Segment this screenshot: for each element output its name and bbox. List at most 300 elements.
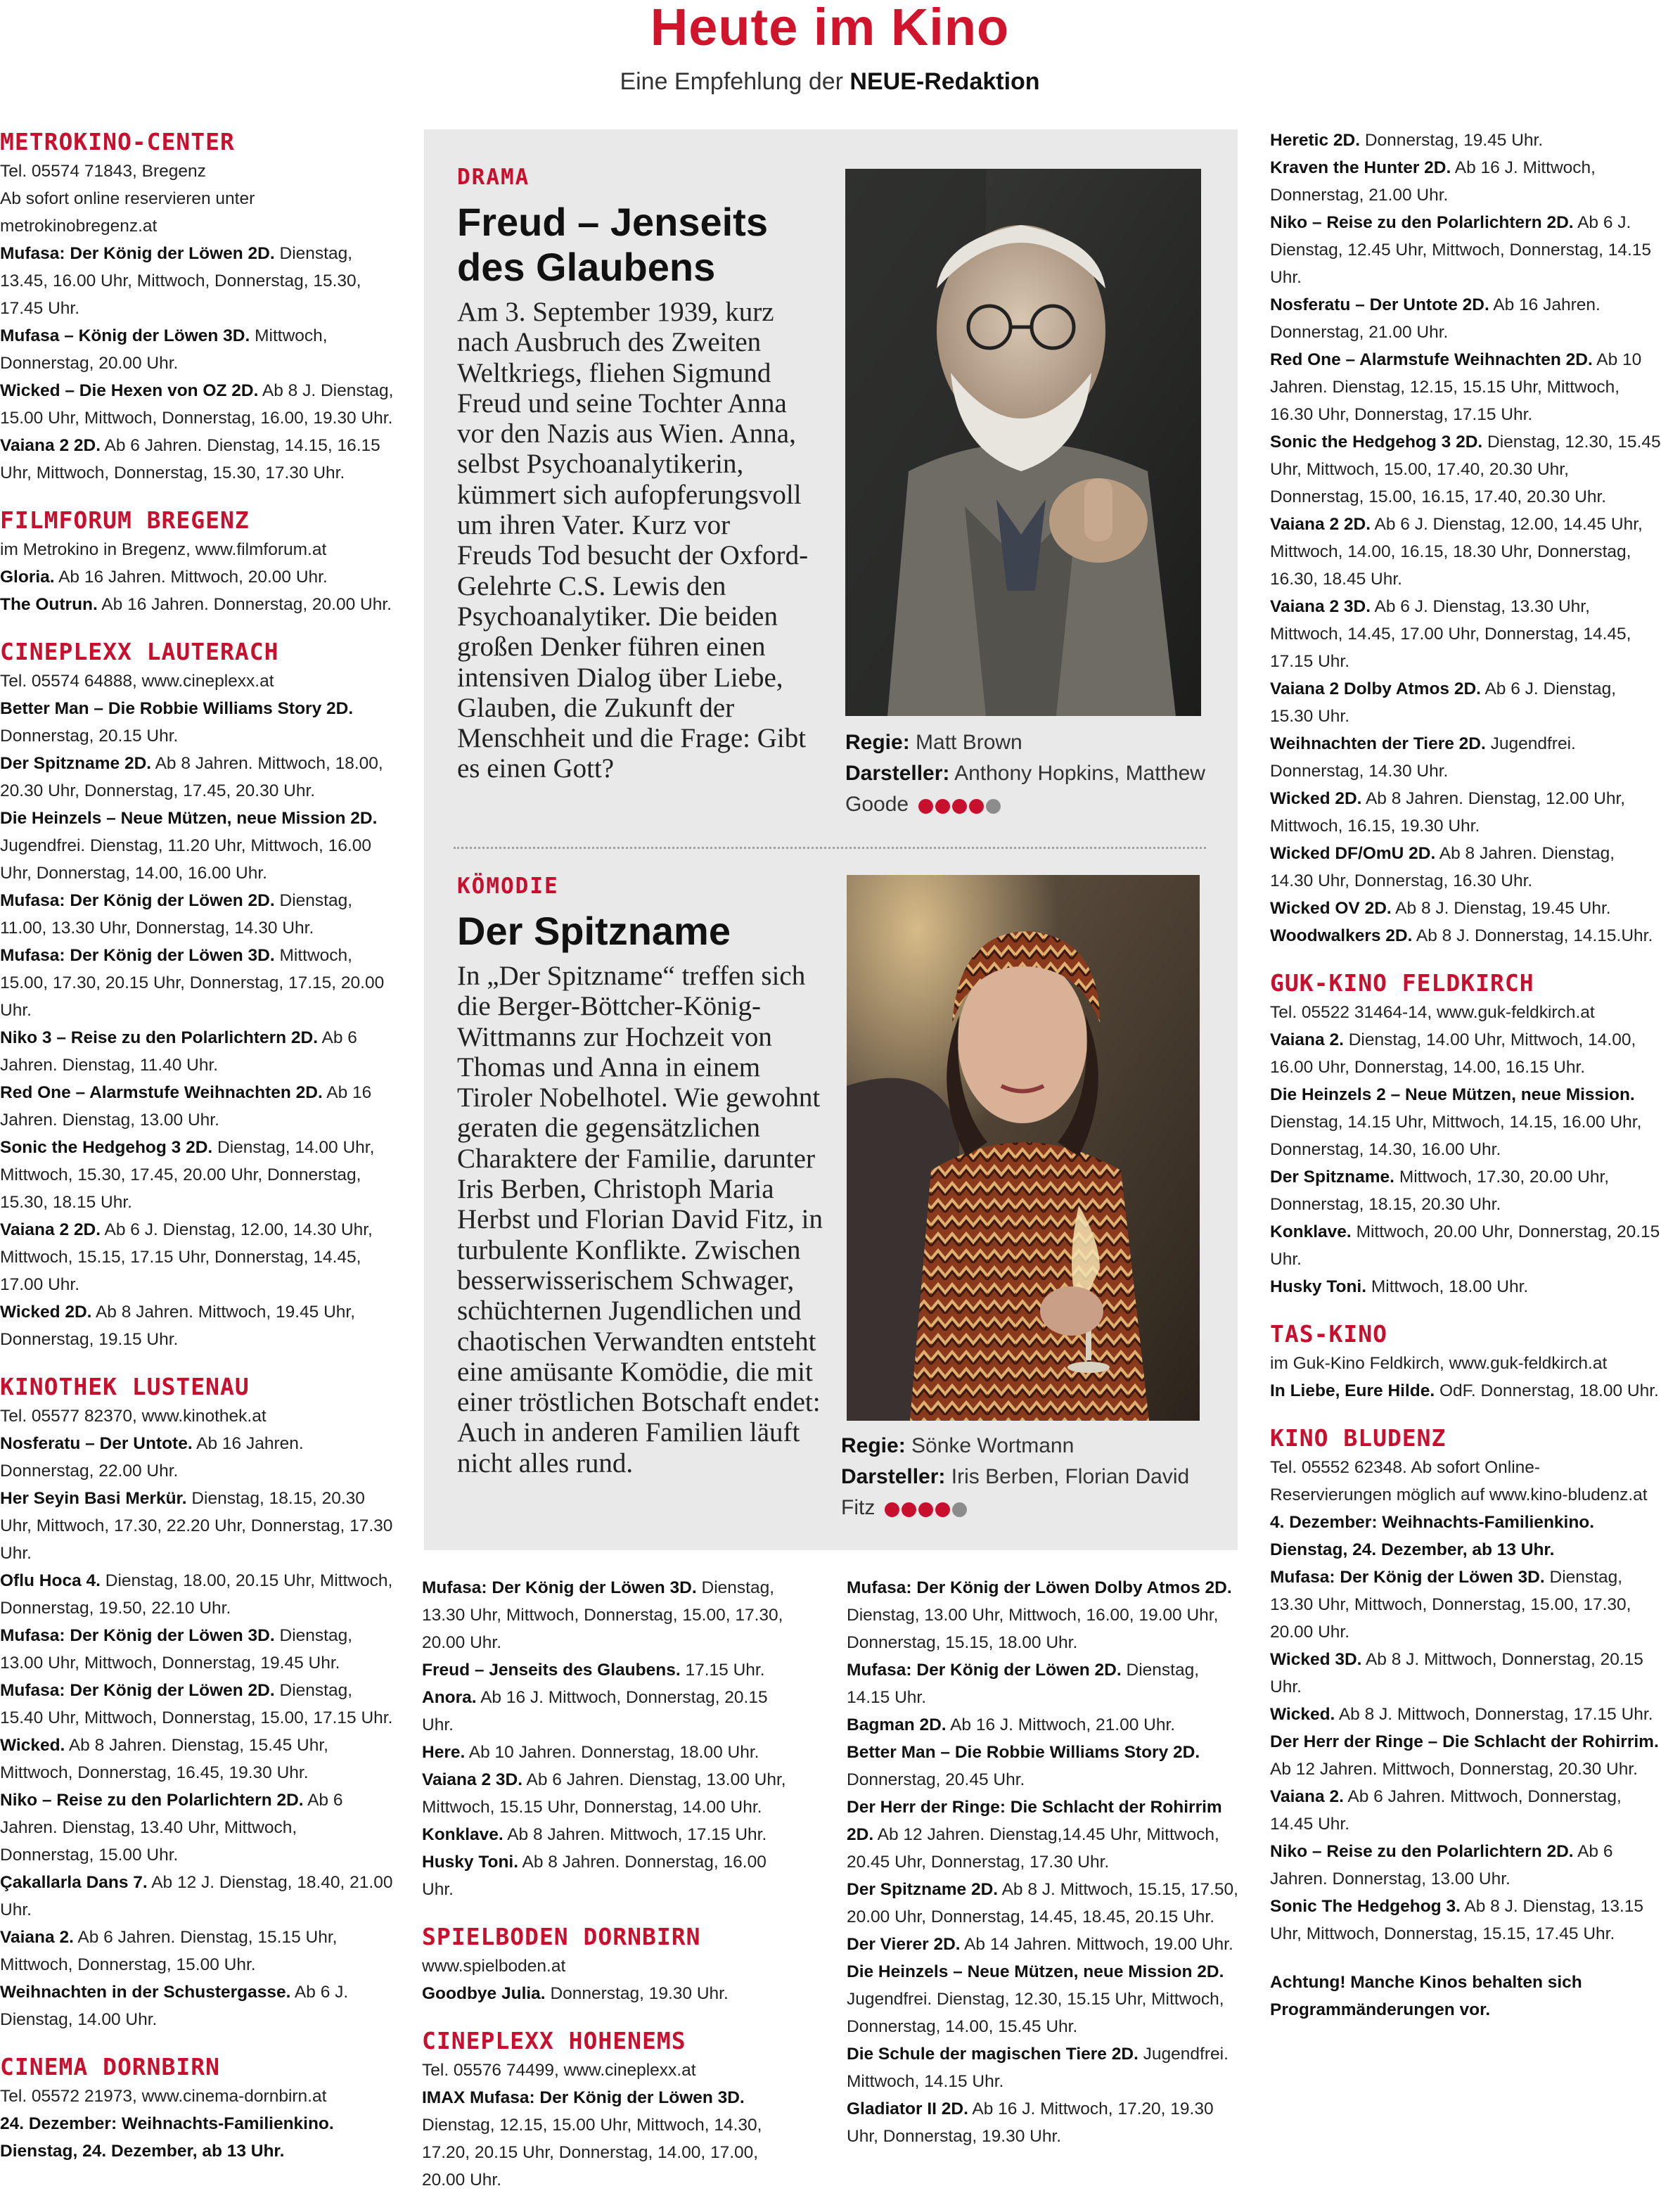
cinema-info: Tel. 05522 31464-14, www.guk-feldkirch.at (1270, 1003, 1595, 1022)
rating-dots (918, 790, 1003, 821)
movie-title: Der Herr der Ringe – Die Schlacht der Rohirrim. (1270, 1732, 1659, 1751)
movie-listing (1270, 1728, 1661, 1783)
movie-title: Mufasa: Der König der Löwen 3D. (0, 946, 275, 965)
movie-listing (1270, 1026, 1661, 1081)
movie-showtimes: Jugendfrei. Donnerstag, 14.30 Uhr. (1270, 734, 1576, 781)
movie-listing (847, 1876, 1240, 1931)
movie-showtimes: Dienstag, 14.15 Uhr. (847, 1661, 1200, 1707)
credits-regie (841, 1431, 1214, 1462)
movie-showtimes: Ab 10 Jahren. Dienstag, 12.15, 15.15 Uhr, Mittwoch, 16.30 Uhr, Donnerstag, 17.15 Uhr. (1270, 350, 1642, 424)
movie-title: Mufasa: Der König der Löwen 3D. (0, 1626, 275, 1645)
movie-title: Woodwalkers 2D. (1270, 926, 1413, 945)
movie-listing (1270, 127, 1661, 154)
movie-listing (0, 432, 394, 487)
movie-title: Çakallarla Dans 7. (0, 1873, 148, 1892)
movie-title: Wicked OV 2D. (1270, 899, 1392, 918)
movie-listing (0, 805, 394, 887)
page-title: Heute im Kino (650, 0, 1010, 56)
movie-showtimes: Ab 8 Jahren. Dienstag, 15.45 Uhr, Mittwoch, Donnerstag, 16.45, 19.30 Uhr. (0, 1736, 328, 1782)
subtitle-prefix: Eine Empfehlung der (620, 68, 850, 95)
movie-listing (1270, 1377, 1661, 1405)
movie-showtimes: Dienstag, 13.00 Uhr, Mittwoch, 16.00, 19.00 Uhr, Donnerstag, 15.15, 18.00 Uhr. (847, 1606, 1219, 1652)
movie-listing (1270, 922, 1661, 950)
program-change-notice: Achtung! Manche Kinos behalten sich Programmänderungen vor. (1270, 1973, 1582, 2019)
movie-listing (1270, 1564, 1661, 1646)
movie-showtimes: Ab 16 J. Mittwoch, 21.00 Uhr. (950, 1715, 1176, 1734)
movie-showtimes: Dienstag, 18.00, 20.15 Uhr, Mittwoch, Donnerstag, 19.50, 22.10 Uhr. (0, 1571, 393, 1618)
movie-showtimes: Ab 8 Jahren. Dienstag, 14.30 Uhr, Donnerstag, 16.30 Uhr. (1270, 844, 1615, 890)
movie-title: Mufasa – König der Löwen 3D. (0, 326, 250, 345)
rating-dots (885, 1493, 969, 1524)
movie-title: Der Vierer 2D. (847, 1935, 961, 1954)
cinema-name: KINO BLUDENZ (1270, 1424, 1447, 1452)
movie-listing (422, 1980, 802, 2007)
movie-listing (1270, 1838, 1661, 1893)
movie-title: Weihnachten in der Schustergasse. (0, 1983, 291, 2002)
movie-listing (0, 695, 394, 750)
movie-title: Gloria. (0, 568, 55, 587)
regie-label: Regie: (845, 731, 910, 754)
movie-listing (1270, 1273, 1661, 1300)
cinema-block (1270, 1423, 1661, 2024)
movie-listing (1270, 154, 1661, 209)
movie-showtimes: Ab 10 Jahren. Donnerstag, 18.00 Uhr. (468, 1743, 759, 1762)
movie-title: Oflu Hoca 4. (0, 1571, 101, 1590)
movie-showtimes: Donnerstag, 19.45 Uhr. (1364, 131, 1544, 150)
cinema-info: www.spielboden.at (422, 1957, 566, 1976)
rating-dot-filled (902, 1502, 916, 1517)
movie-showtimes: Ab 6 J. Dienstag, 12.00, 14.30 Uhr, Mittwoch, 15.15, 17.15 Uhr, Donnerstag, 14.45, 17.00 Uhr. (0, 1220, 373, 1294)
feature-photo-spitzname (847, 875, 1200, 1421)
listing-column-middle-2 (847, 1574, 1240, 2168)
cinema-block (0, 2052, 394, 2165)
movie-listing (0, 1924, 394, 1978)
regie-label: Regie: (841, 1434, 906, 1457)
movie-listing (1270, 593, 1661, 675)
movie-showtimes: Ab 6 J. Dienstag, 12.45 Uhr, Mittwoch, Donnerstag, 14.15 Uhr. (1270, 213, 1652, 287)
movie-showtimes: Dienstag, 15.40 Uhr, Mittwoch, Donnerstag, 15.00, 17.15 Uhr. (0, 1681, 393, 1727)
movie-title: IMAX Mufasa: Der König der Löwen 3D. (422, 2088, 745, 2107)
movie-showtimes: Mittwoch, 20.00 Uhr, Donnerstag, 20.15 Uhr. (1270, 1222, 1660, 1269)
movie-showtimes: Ab 6 Jahren. Dienstag, 14.15, 16.15 Uhr, Mittwoch, Donnerstag, 15.30, 17.30 Uhr. (0, 436, 380, 482)
movie-listing (1270, 785, 1661, 840)
movie-title: Wicked 2D. (0, 1303, 92, 1322)
movie-title: Nosferatu – Der Untote. (0, 1434, 193, 1453)
movie-title: Vaiana 2 2D. (0, 1220, 101, 1239)
movie-title: Niko – Reise zu den Polarlichtern 2D. (0, 1791, 304, 1810)
movie-title: Wicked. (0, 1736, 65, 1755)
movie-title: Mufasa: Der König der Löwen 3D. (422, 1578, 697, 1597)
movie-listing (0, 1978, 394, 2033)
movie-listing (0, 750, 394, 805)
movie-listing (847, 1739, 1240, 1794)
credits-regie (845, 727, 1211, 758)
movie-listing (1270, 291, 1661, 346)
rating-dot-filled (918, 1502, 933, 1517)
movie-title: Vaiana 2. (1270, 1030, 1344, 1049)
subtitle-brand: NEUE-Redaktion (849, 68, 1040, 95)
movie-title: Wicked 3D. (1270, 1650, 1362, 1669)
movie-listing (1270, 730, 1661, 785)
movie-showtimes: Ab 6 Jahren. Mittwoch, Donnerstag, 14.45 Uhr. (1270, 1787, 1622, 1834)
feature-credits-drama (845, 727, 1211, 821)
credits-darsteller (841, 1462, 1214, 1524)
cinema-name: TAS-KINO (1270, 1320, 1387, 1348)
movie-showtimes: Ab 8 J. Mittwoch, Donnerstag, 17.15 Uhr. (1338, 1705, 1653, 1724)
listing-column-left (0, 127, 394, 2183)
rating-dot-filled (935, 1502, 950, 1517)
rating-dot-filled (918, 799, 933, 814)
cinema-name: CINEMA DORNBIRN (0, 2053, 221, 2080)
movie-showtimes: Ab 6 Jahren. Donnerstag, 13.00 Uhr. (1270, 1842, 1613, 1888)
movie-listing (0, 1677, 394, 1732)
feature-genre: KÖMODIE (457, 874, 559, 899)
movie-title: Der Spitzname. (1270, 1168, 1394, 1187)
cinema-block (422, 1922, 802, 2007)
movie-title: Vaiana 2. (0, 1928, 74, 1947)
movie-showtimes: Dienstag, 18.15, 20.30 Uhr, Mittwoch, 17.30, 22.20 Uhr, Donnerstag, 17.30 Uhr. (0, 1489, 393, 1563)
movie-listing (1270, 895, 1661, 922)
cinema-name: CINEPLEXX HOHENEMS (422, 2027, 686, 2054)
cinema-name: KINOTHEK LUSTENAU (0, 1373, 250, 1400)
movie-showtimes: Ab 6 J. Dienstag, 12.00, 14.45 Uhr, Mittwoch, 14.00, 16.15, 18.30 Uhr, Donnerstag, 16.30, 18.45 Uhr. (1270, 515, 1643, 589)
cinema-block (1270, 1319, 1661, 1405)
movie-listing (422, 1821, 802, 1848)
movie-listing (847, 2095, 1240, 2150)
movie-title: Der Herr der Ringe: Die Schlacht der Rohirrim 2D. (847, 1798, 1222, 1844)
cinema-name: GUK-KINO FELDKIRCH (1270, 969, 1534, 997)
darsteller-value: Anthony Hopkins, Matthew Goode (845, 762, 1205, 816)
movie-title: Anora. (422, 1688, 477, 1707)
movie-showtimes: Ab 16 Jahren. Donnerstag, 21.00 Uhr. (1270, 295, 1601, 342)
movie-listing (1270, 1783, 1661, 1838)
movie-listing (0, 1622, 394, 1677)
movie-title: Here. (422, 1743, 466, 1762)
movie-title: Vaiana 2 Dolby Atmos 2D. (1270, 679, 1481, 698)
movie-showtimes: Jugendfrei. Dienstag, 11.20 Uhr, Mittwoch, 16.00 Uhr, Donnerstag, 14.00, 16.00 Uhr. (0, 836, 371, 883)
movie-title: Heretic 2D. (1270, 131, 1361, 150)
regie-value: Sönke Wortmann (911, 1434, 1075, 1457)
movie-showtimes: Ab 8 Jahren. Donnerstag, 16.00 Uhr. (422, 1853, 767, 1899)
movie-showtimes: Dienstag, 14.15 Uhr, Mittwoch, 14.15, 16.00 Uhr, Donnerstag, 14.30, 16.00 Uhr. (1270, 1113, 1642, 1159)
movie-title: Red One – Alarmstufe Weihnachten 2D. (0, 1083, 323, 1102)
cinema-block (0, 505, 394, 618)
movie-showtimes: Ab 6 Jahren. Dienstag, 13.00 Uhr, Mittwoch, 15.15 Uhr, Donnerstag, 14.00 Uhr. (422, 1770, 786, 1817)
movie-showtimes: Donnerstag, 19.30 Uhr. (550, 1984, 729, 2003)
movie-title: Sonic the Hedgehog 3 2D. (0, 1138, 213, 1157)
movie-title: Niko 3 – Reise zu den Polarlichtern 2D. (0, 1028, 319, 1047)
darsteller-label: Darsteller: (845, 762, 950, 785)
movie-showtimes: Jugendfrei. Dienstag, 12.30, 15.15 Uhr, Mittwoch, Donnerstag, 14.00, 15.45 Uhr. (847, 1990, 1224, 2036)
movie-title: Mufasa: Der König der Löwen Dolby Atmos 2D. (847, 1578, 1232, 1597)
movie-showtimes: Dienstag, 14.00 Uhr, Mittwoch, 14.00, 16.00 Uhr, Donnerstag, 14.00, 16.15 Uhr. (1270, 1030, 1636, 1077)
movie-listing (0, 887, 394, 942)
movie-title: Mufasa: Der König der Löwen 2D. (0, 891, 275, 910)
movie-title: Sonic the Hedgehog 3 2D. (1270, 433, 1483, 452)
movie-title: Vaiana 2 3D. (1270, 597, 1371, 616)
movie-listing (0, 1216, 394, 1298)
movie-listing (1270, 1163, 1661, 1218)
movie-listing (847, 1656, 1240, 1711)
movie-listing (422, 1684, 802, 1739)
rating-dot-filled (885, 1502, 899, 1517)
movie-showtimes: Donnerstag, 20.45 Uhr. (847, 1770, 1025, 1789)
movie-listing (1270, 1218, 1661, 1273)
movie-title: Niko – Reise zu den Polarlichtern 2D. (1270, 1842, 1574, 1861)
movie-showtimes: Ab 6 J. Dienstag, 15.30 Uhr. (1270, 679, 1617, 726)
movie-listing (0, 240, 394, 322)
movie-listing (0, 1485, 394, 1567)
cinema-name: SPIELBODEN DORNBIRN (422, 1923, 701, 1950)
feature-credits-comedy (841, 1431, 1214, 1524)
movie-title: Wicked DF/OmU 2D. (1270, 844, 1436, 863)
feature-photo-freud (845, 169, 1201, 716)
movie-listing (1270, 1893, 1661, 1948)
movie-title: Konklave. (1270, 1222, 1352, 1241)
movie-listing (1270, 675, 1661, 730)
rating-dot-filled (952, 799, 967, 814)
movie-listing (1270, 511, 1661, 593)
darsteller-value: Iris Berben, Florian David Fitz (841, 1465, 1190, 1519)
feature-text: Am 3. September 1939, kurz nach Ausbruch des Zweiten Weltkriegs, fliehen Sigmund Freud und seine Tochter Anna vor den Nazis aus Wien. Anna, selbst Psychoanalytikerin, kümmert sich aufopferungsvoll um ihren Vater. Kurz vor Freuds Tod besucht der Oxford-Gelehrte C.S. Lewis den Psychoanalytiker. Die beiden großen Denker führen einen intensiven Dialog über Liebe, Glauben, die Zukunft der Menschheit und die Frage: Gibt es einen Gott? (457, 297, 809, 784)
movie-listing (422, 1848, 802, 1903)
feature-comedy (457, 872, 823, 1478)
movie-title: Bagman 2D. (847, 1715, 947, 1734)
movie-listing (422, 1766, 802, 1821)
movie-showtimes: Ab 6 J. Dienstag, 14.00 Uhr. (0, 1983, 349, 2029)
movie-showtimes: Ab 16 Jahren. Donnerstag, 22.00 Uhr. (0, 1434, 304, 1481)
cinema-block (0, 637, 394, 1353)
photo-spitzname-illustration (847, 875, 1200, 1421)
movie-title: Wicked 2D. (1270, 789, 1362, 808)
cinema-name: METROKINO-CENTER (0, 128, 235, 155)
cinema-block (1270, 127, 1661, 950)
movie-listing (1270, 840, 1661, 895)
movie-showtimes: Ab 8 J. Donnerstag, 14.15.Uhr. (1416, 926, 1653, 945)
cinema-info: Tel. 05574 71843, Bregenz (0, 162, 206, 181)
movie-showtimes: Ab 16 Jahren. Donnerstag, 20.00 Uhr. (101, 595, 392, 614)
cinema-name: FILMFORUM BREGENZ (0, 506, 250, 534)
darsteller-label: Darsteller: (841, 1465, 946, 1488)
movie-listing (847, 1794, 1240, 1876)
photo-freud-illustration (845, 169, 1201, 716)
movie-showtimes: 17.15 Uhr. (685, 1661, 765, 1680)
movie-listing (0, 1024, 394, 1079)
movie-showtimes: Ab 16 Jahren. Mittwoch, 20.00 Uhr. (58, 568, 328, 587)
movie-showtimes: Mittwoch, Donnerstag, 20.00 Uhr. (0, 326, 328, 373)
regie-value: Matt Brown (916, 731, 1022, 754)
movie-showtimes: Ab 12 Jahren. Mittwoch, Donnerstag, 20.30 Uhr. (1270, 1760, 1638, 1779)
cinema-info: Ab sofort online reservieren unter metrokinobregenz.at (0, 189, 255, 236)
movie-showtimes: Dienstag, 13.45, 16.00 Uhr, Mittwoch, Donnerstag, 15.30, 17.45 Uhr. (0, 244, 361, 318)
movie-listing (1270, 428, 1661, 511)
movie-showtimes: Ab 6 J. Dienstag, 13.30 Uhr, Mittwoch, 14.45, 17.00 Uhr, Donnerstag, 14.45, 17.15 Uhr. (1270, 597, 1631, 671)
movie-title: Der Spitzname 2D. (847, 1880, 999, 1899)
cinema-notice: 4. Dezember: Weihnachts-Familienkino. Dienstag, 24. Dezember, ab 13 Uhr. (1270, 1513, 1595, 1559)
movie-listing (0, 1567, 394, 1622)
movie-showtimes: Dienstag, 13.30 Uhr, Mittwoch, Donnerstag, 15.00, 17.30, 20.00 Uhr. (1270, 1568, 1631, 1642)
movie-showtimes: Ab 8 J. Dienstag, 13.15 Uhr, Mittwoch, Donnerstag, 15.15, 17.45 Uhr. (1270, 1897, 1644, 1943)
movie-listing (847, 1958, 1240, 2040)
movie-showtimes: Ab 6 Jahren. Dienstag, 13.40 Uhr, Mittwoch, Donnerstag, 15.00 Uhr. (0, 1791, 343, 1865)
movie-title: Der Spitzname 2D. (0, 754, 152, 773)
movie-showtimes: Ab 8 J. Dienstag, 15.00 Uhr, Mittwoch, Donnerstag, 16.00, 19.30 Uhr. (0, 381, 394, 428)
movie-listing (0, 563, 394, 591)
movie-listing (0, 1430, 394, 1485)
movie-listing (1270, 1646, 1661, 1701)
movie-showtimes: Donnerstag, 20.15 Uhr. (0, 727, 179, 746)
movie-listing (847, 2040, 1240, 2095)
feature-title: Freud – Jenseits des Glaubens (457, 200, 768, 289)
movie-showtimes: Ab 8 J. Mittwoch, 15.15, 17.50, 20.00 Uhr, Donnerstag, 14.45, 18.45, 20.15 Uhr. (847, 1880, 1238, 1926)
movie-title: Freud – Jenseits des Glaubens. (422, 1661, 681, 1680)
movie-title: Red One – Alarmstufe Weihnachten 2D. (1270, 350, 1593, 369)
movie-title: Her Seyin Basi Merkür. (0, 1489, 187, 1508)
feature-genre: DRAMA (457, 165, 530, 190)
movie-showtimes: Ab 8 Jahren. Mittwoch, 17.15 Uhr. (507, 1825, 767, 1844)
movie-showtimes: Ab 16 J. Mittwoch, Donnerstag, 21.00 Uhr. (1270, 158, 1596, 205)
feature-text: In „Der Spitzname“ treffen sich die Berger-Böttcher-König-Wittmanns zur Hochzeit von Thomas und Anna in einem Tiroler Nobelhotel. Wie gewohnt geraten die gegensätzlichen Charaktere der Familie, darunter Iris Berben, Christoph Maria Herbst und Florian David Fitz, in turbulente Konflikte. Zwischen besserwisserischem Schwager, schüchternen Jugendlichen und chaotischen Verwandten entsteht eine amüsante Komödie, die mit einer tröstlichen Botschaft endet: Auch in anderen Familien läuft nicht alles rund. (457, 961, 823, 1478)
movie-title: Better Man – Die Robbie Williams Story 2D. (847, 1743, 1200, 1762)
movie-showtimes: Dienstag, 13.30 Uhr, Mittwoch, Donnerstag, 15.00, 17.30, 20.00 Uhr. (422, 1578, 783, 1652)
page-subtitle (0, 68, 1660, 96)
movie-showtimes: Mittwoch, 17.30, 20.00 Uhr, Donnerstag, 18.15, 20.30 Uhr. (1270, 1168, 1610, 1214)
listing-column-right (1270, 127, 1661, 2042)
movie-title: Nosferatu – Der Untote 2D. (1270, 295, 1489, 314)
movie-showtimes: Jugendfrei. Mittwoch, 14.15 Uhr. (847, 2045, 1229, 2091)
movie-showtimes: Ab 6 Jahren. Dienstag, 15.15 Uhr, Mittwoch, Donnerstag, 15.00 Uhr. (0, 1928, 338, 1974)
cinema-block (847, 1574, 1240, 2150)
movie-listing (847, 1711, 1240, 1739)
movie-showtimes: Ab 16 J. Mittwoch, 17.20, 19.30 Uhr, Donnerstag, 19.30 Uhr. (847, 2099, 1214, 2146)
movie-title: Wicked. (1270, 1705, 1335, 1724)
movie-showtimes: Ab 8 Jahren. Mittwoch, 19.45 Uhr, Donnerstag, 19.15 Uhr. (0, 1303, 356, 1349)
cinema-block (422, 2026, 802, 2194)
movie-listing (0, 591, 394, 618)
cinema-info: Tel. 05552 62348. Ab sofort Online-Reservierungen möglich auf www.kino-bludenz.at (1270, 1458, 1648, 1504)
movie-title: Goodbye Julia. (422, 1984, 546, 2003)
movie-listing (0, 1786, 394, 1869)
movie-title: Wicked – Die Hexen von OZ 2D. (0, 381, 259, 400)
movie-showtimes: Ab 6 Jahren. Dienstag, 11.40 Uhr. (0, 1028, 357, 1075)
movie-listing (422, 2084, 802, 2194)
movie-title: Weihnachten der Tiere 2D. (1270, 734, 1486, 753)
movie-showtimes: Dienstag, 14.00 Uhr, Mittwoch, 15.30, 17.45, 20.00 Uhr, Donnerstag, 15.30, 18.15 Uhr. (0, 1138, 375, 1212)
movie-showtimes: OdF. Donnerstag, 18.00 Uhr. (1439, 1381, 1659, 1400)
movie-title: Sonic The Hedgehog 3. (1270, 1897, 1461, 1916)
movie-listing (0, 1869, 394, 1924)
movie-listing (1270, 346, 1661, 428)
movie-title: Niko – Reise zu den Polarlichtern 2D. (1270, 213, 1574, 232)
movie-listing (422, 1656, 802, 1684)
movie-showtimes: Dienstag, 12.30, 15.45 Uhr, Mittwoch, 15.00, 17.40, 20.30 Uhr, Donnerstag, 15.00, 16.15, 17.40, 20.30 Uhr. (1270, 433, 1661, 506)
movie-title: Die Heinzels – Neue Mützen, neue Mission 2D. (0, 809, 378, 828)
movie-title: Vaiana 2 2D. (0, 436, 101, 455)
movie-listing (1270, 209, 1661, 291)
movie-title: Better Man – Die Robbie Williams Story 2D. (0, 699, 354, 718)
movie-listing (1270, 1081, 1661, 1163)
cinema-name: CINEPLEXX LAUTERACH (0, 638, 279, 665)
movie-showtimes: Dienstag, 13.00 Uhr, Mittwoch, Donnerstag, 19.45 Uhr. (0, 1626, 353, 1673)
movie-listing (0, 322, 394, 377)
movie-title: Kraven the Hunter 2D. (1270, 158, 1451, 177)
cinema-info: Tel. 05572 21973, www.cinema-dornbirn.at (0, 2087, 327, 2106)
movie-showtimes: Ab 8 J. Dienstag, 19.45 Uhr. (1395, 899, 1611, 918)
rating-dot-filled (935, 799, 950, 814)
movie-showtimes: Ab 14 Jahren. Mittwoch, 19.00 Uhr. (964, 1935, 1233, 1954)
movie-showtimes: Ab 12 J. Dienstag, 18.40, 21.00 Uhr. (0, 1873, 393, 1919)
movie-showtimes: Ab 12 Jahren. Dienstag,14.45 Uhr, Mittwoch, 20.45 Uhr, Donnerstag, 17.30 Uhr. (847, 1825, 1219, 1872)
movie-title: The Outrun. (0, 595, 98, 614)
movie-listing (0, 377, 394, 432)
movie-listing (0, 1298, 394, 1353)
movie-showtimes: Ab 16 Jahren. Dienstag, 13.00 Uhr. (0, 1083, 372, 1130)
rating-dot-filled (969, 799, 984, 814)
movie-title: Die Schule der magischen Tiere 2D. (847, 2045, 1139, 2064)
movie-listing (422, 1574, 802, 1656)
movie-listing (1270, 1701, 1661, 1728)
cinema-block (0, 127, 394, 487)
cinema-info: Tel. 05577 82370, www.kinothek.at (0, 1407, 267, 1426)
movie-title: Vaiana 2 2D. (1270, 515, 1371, 534)
cinema-notice: 24. Dezember: Weihnachts-Familienkino. Dienstag, 24. Dezember, ab 13 Uhr. (0, 2114, 334, 2161)
movie-listing (0, 1134, 394, 1216)
movie-listing (0, 1079, 394, 1134)
movie-title: Vaiana 2 3D. (422, 1770, 523, 1789)
movie-listing (847, 1931, 1240, 1958)
movie-listing (0, 942, 394, 1024)
movie-title: Die Heinzels 2 – Neue Mützen, neue Mission. (1270, 1085, 1635, 1104)
movie-title: Die Heinzels – Neue Mützen, neue Mission 2D. (847, 1962, 1224, 1981)
rating-dot-empty (952, 1502, 967, 1517)
credits-darsteller (845, 758, 1211, 821)
cinema-block (422, 1574, 802, 1903)
movie-title: In Liebe, Eure Hilde. (1270, 1381, 1435, 1400)
movie-title: Vaiana 2. (1270, 1787, 1344, 1806)
cinema-block (1270, 968, 1661, 1300)
feature-divider (454, 847, 1206, 849)
movie-title: Husky Toni. (1270, 1277, 1367, 1296)
movie-showtimes: Ab 8 Jahren. Mittwoch, 18.00, 20.30 Uhr, Donnerstag, 17.45, 20.30 Uhr. (0, 754, 383, 800)
movie-listing (0, 1732, 394, 1786)
movie-showtimes: Dienstag, 11.00, 13.30 Uhr, Donnerstag, 14.30 Uhr. (0, 891, 353, 938)
movie-showtimes: Mittwoch, 15.00, 17.30, 20.15 Uhr, Donnerstag, 17.15, 20.00 Uhr. (0, 946, 385, 1020)
movie-title: Mufasa: Der König der Löwen 2D. (847, 1661, 1122, 1680)
movie-listing (422, 1739, 802, 1766)
cinema-info: Tel. 05574 64888, www.cineplexx.at (0, 672, 274, 691)
movie-showtimes: Mittwoch, 18.00 Uhr. (1371, 1277, 1529, 1296)
cinema-info: im Guk-Kino Feldkirch, www.guk-feldkirch.at (1270, 1354, 1608, 1373)
movie-title: Mufasa: Der König der Löwen 2D. (0, 244, 275, 263)
listing-column-middle-1 (422, 1574, 802, 2212)
movie-showtimes: Ab 8 J. Mittwoch, Donnerstag, 20.15 Uhr. (1270, 1650, 1643, 1696)
rating-dot-empty (986, 799, 1001, 814)
movie-showtimes: Ab 16 J. Mittwoch, Donnerstag, 20.15 Uhr. (422, 1688, 768, 1734)
movie-title: Husky Toni. (422, 1853, 519, 1872)
movie-showtimes: Ab 8 Jahren. Dienstag, 12.00 Uhr, Mittwoch, 16.15, 19.30 Uhr. (1270, 789, 1626, 836)
movie-showtimes: Dienstag, 12.15, 15.00 Uhr, Mittwoch, 14.30, 17.20, 20.15 Uhr, Donnerstag, 14.00, 17.00, 20.00 Uhr. (422, 2116, 762, 2189)
movie-title: Gladiator II 2D. (847, 2099, 968, 2118)
cinema-info: Tel. 05576 74499, www.cineplexx.at (422, 2061, 696, 2080)
feature-drama (457, 163, 809, 784)
cinema-block (0, 1372, 394, 2033)
feature-title: Der Spitzname (457, 909, 731, 953)
movie-title: Mufasa: Der König der Löwen 3D. (1270, 1568, 1545, 1587)
movie-listing (847, 1574, 1240, 1656)
movie-title: Mufasa: Der König der Löwen 2D. (0, 1681, 275, 1700)
cinema-info: im Metrokino in Bregenz, www.filmforum.at (0, 540, 327, 559)
movie-title: Konklave. (422, 1825, 504, 1844)
